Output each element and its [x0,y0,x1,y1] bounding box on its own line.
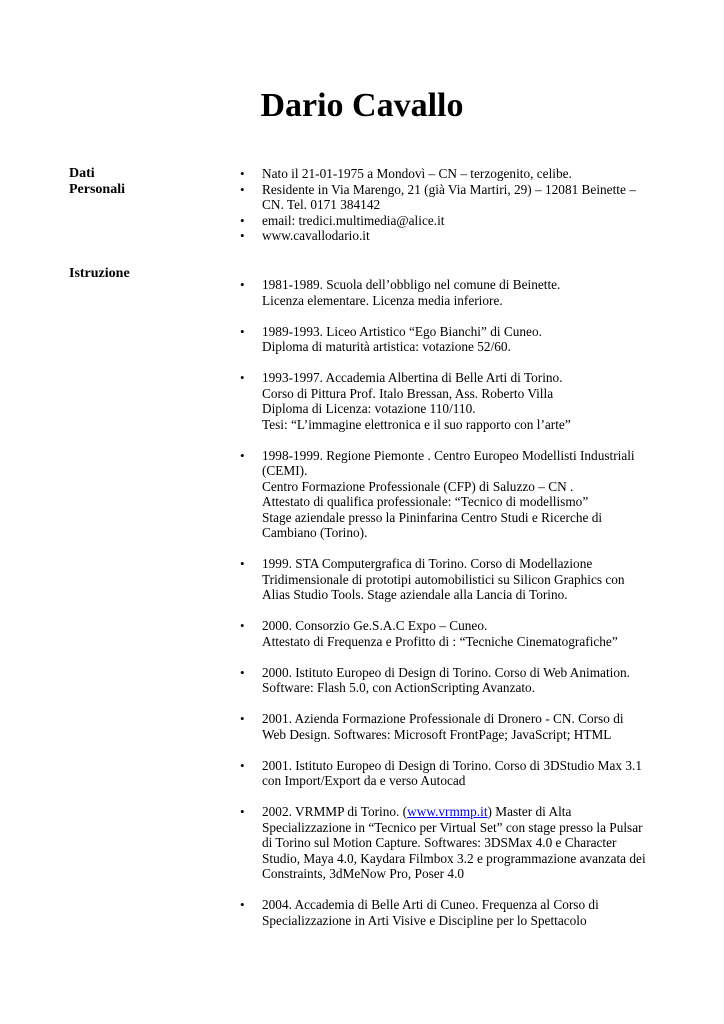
bullet-text-line: • www.cavallodario.it [262,228,370,243]
bullet-text-line: Tesi: “L’immagine elettronica e il suo rapporto con l’arte” [262,416,571,432]
education-item [238,618,658,649]
bullet-text-line: • 2000. Istituto Europeo di Design di Torino. Corso di Web Animation. [262,664,630,680]
bullet-text-line: • 1999. STA Computergrafica di Torino. Corso di Modellazione [262,556,593,571]
section-label-personal-line2: Personali [69,182,125,197]
education-item [238,324,658,355]
bullet-text-line: Studio, Maya 4.0, Kaydara Filmbox 3.2 e programmazione avanzata dei [262,850,646,866]
bullet-text-line: • 2004. Accademia di Belle Arti di Cuneo. Frequenza al Corso di [262,897,599,912]
bullet-text-line: Corso di Pittura Prof. Italo Bressan, Ass. Roberto Villa [262,385,554,401]
vrmmp-text-before: 2002. VRMMP di Torino. ( [262,804,408,819]
personal-info-item [238,228,658,244]
bullet-text-line: Stage aziendale presso la Pininfarina Centro Studi e Ricerche di [262,509,603,525]
education-item [238,711,658,742]
bullet-text-line: Alias Studio Tools. Stage aziendale alla Lancia di Torino. [262,587,568,602]
bullet-text-line: • 2001. Azienda Formazione Professionale di Dronero - CN. Corso di [262,711,624,726]
personal-info-list [238,166,658,244]
bullet-text-line: Diploma di maturità artistica: votazione 52/60. [262,339,511,354]
bullet-text-line: Constraints, 3dMeNow Pro, Poser 4.0 [262,866,465,881]
bullet-text-line: • Residente in Via Marengo, 21 (già Via Martiri, 29) – 12081 Beinette – [262,181,636,197]
bullet-text-line: con Import/Export da e verso Autocad [262,773,466,788]
education-item [238,370,658,432]
section-label-education: Istruzione [69,266,130,281]
bullet-text-line: • Nato il 21-01-1975 a Mondovì – CN – terzogenito, celibe. [262,166,572,181]
bullet-text-line: • 1981-1989. Scuola dell’obbligo nel comune di Beinette. [262,277,561,292]
bullet-text-line: Tridimensionale di prototipi automobilistici su Silicon Graphics con [262,571,625,587]
bullet-text-line: Attestato di qualifica professionale: “Tecnico di modellismo” [262,494,589,509]
page-title: Dario Cavallo [260,87,464,124]
bullet-text-line: • email: tredici.multimedia@alice.it [262,212,445,228]
bullet-text-line: • 1998-1999. Regione Piemonte . Centro Europeo Modellisti Industriali [262,447,635,463]
education-item [238,897,658,928]
education-item [238,758,658,789]
bullet-text-line: CN. Tel. 0171 384142 [262,197,381,212]
bullet-text-line: (CEMI). [262,463,308,478]
bullet-text-line: • 1989-1993. Liceo Artistico “Ego Bianchi” di Cuneo. [262,323,542,339]
bullet-text-line: Web Design. Softwares: Microsoft FrontPage; JavaScript; HTML [262,726,612,742]
section-label-personal [69,166,125,198]
education-item [238,804,658,882]
bullet-text-line [262,804,658,820]
bullet-text-line: • 1993-1997. Accademia Albertina di Belle Arti di Torino. [262,370,563,385]
bullet-text-line: Attestato di Frequenza e Profitto di : “Tecniche Cinematografiche” [262,633,618,649]
bullet-text-line: Centro Formazione Professionale (CFP) di Saluzzo – CN . [262,478,574,494]
section-label-personal-line1: Dati [69,166,95,181]
vrmmp-text-after: ) Master di Alta [487,804,572,819]
bullet-text-line: • 2000. Consorzio Ge.S.A.C Expo – Cuneo. [262,618,488,633]
bullet-text-line: Specializzazione in “Tecnico per Virtual Set” con stage presso la Pulsar [262,819,643,835]
bullet-text-line: Cambiano (Torino). [262,525,368,540]
bullet-text-line: Software: Flash 5.0, con ActionScripting Avanzato. [262,680,536,695]
vrmmp-website-link[interactable]: www.vrmmp.it [407,804,488,819]
education-item [238,665,658,696]
personal-info-item [238,182,658,213]
education-list [238,277,658,944]
education-item [238,448,658,541]
bullet-text-line: Licenza elementare. Licenza media inferiore. [262,292,503,308]
personal-info-item [238,166,658,182]
education-item [238,556,658,603]
personal-info-item [238,213,658,229]
bullet-text-line: di Torino sul Motion Capture. Softwares: 3DSMax 4.0 e Character [262,835,617,850]
bullet-text-line: Diploma di Licenza: votazione 110/110. [262,401,476,416]
education-item [238,277,658,308]
bullet-text-line: • 2001. Istituto Europeo di Design di Torino. Corso di 3DStudio Max 3.1 [262,757,642,773]
bullet-text-line: Specializzazione in Arti Visive e Discipline per lo Spettacolo [262,912,587,928]
